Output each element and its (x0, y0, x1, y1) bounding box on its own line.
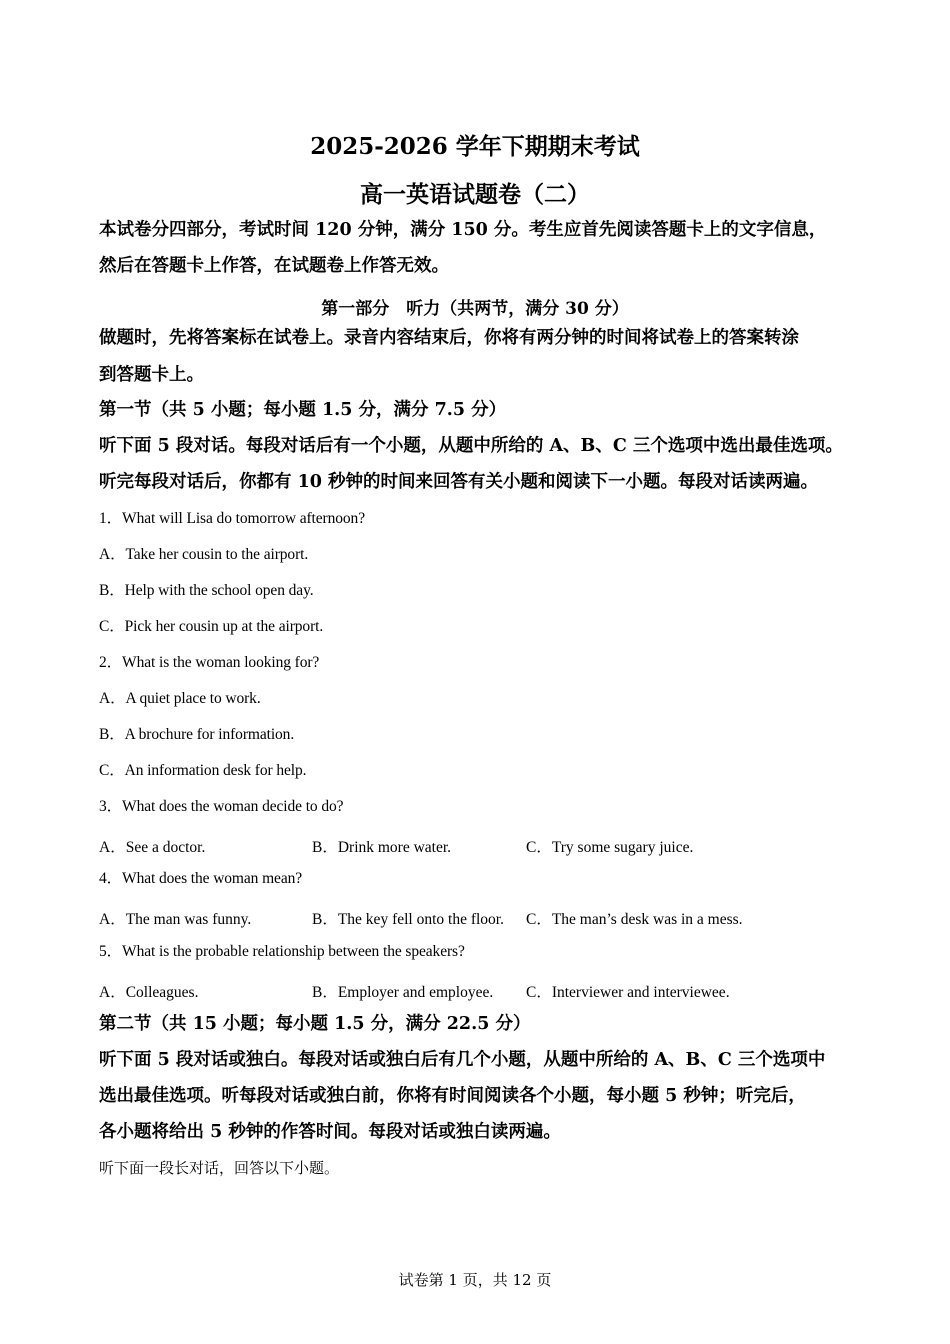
question-1-option-a: A．Take her cousin to the airport. (99, 546, 309, 563)
question-4-option-a: A．The man was funny. (99, 911, 252, 928)
question-3-option-a: A．See a doctor. (99, 839, 206, 856)
question-5-stem: 5．What is the probable relationship between the speakers? (99, 943, 465, 960)
question-3-option-c: C．Try some sugary juice. (526, 839, 694, 856)
section2-instr-line-2: 选出最佳选项。听每段对话或独白前，你将有时间阅读各个小题，每小题 5 秒钟；听完后， (99, 1086, 806, 1106)
intro-line-2: 然后在答题卡上作答，在试题卷上作答无效。 (99, 256, 449, 276)
section1-instr-line-1: 听下面 5 段对话。每段对话后有一个小题，从题中所给的 A、B、C 三个选项中选出最佳选项。 (99, 436, 843, 456)
section1-heading: 第一节（共 5 小题；每小题 1.5 分，满分 7.5 分） (99, 400, 507, 420)
section2-instr-line-3: 各小题将给出 5 秒钟的作答时间。每段对话或独白读两遍。 (99, 1122, 561, 1142)
question-1-stem: 1．What will Lisa do tomorrow afternoon? (99, 510, 365, 527)
page-footer: 试卷第 1 页，共 12 页 (398, 1271, 552, 1289)
question-4-option-c: C．The man’s desk was in a mess. (526, 911, 743, 928)
section2-note: 听下面一段长对话，回答以下小题。 (99, 1159, 340, 1177)
question-2-stem: 2．What is the woman looking for? (99, 654, 320, 671)
question-1-option-c: C．Pick her cousin up at the airport. (99, 618, 324, 635)
exam-title: 2025-2026 学年下期期末考试 (310, 133, 640, 160)
question-5-option-b: B．Employer and employee. (312, 984, 494, 1001)
section1-instr-line-2: 听完每段对话后，你都有 10 秒钟的时间来回答有关小题和阅读下一小题。每段对话读两遍。 (99, 472, 819, 492)
section2-instr-line-1: 听下面 5 段对话或独白。每段对话或独白后有几个小题，从题中所给的 A、B、C 三个选项中 (99, 1050, 826, 1070)
question-2-option-a: A．A quiet place to work. (99, 690, 261, 707)
intro-line-1: 本试卷分四部分，考试时间 120 分钟，满分 150 分。考生应首先阅读答题卡上的文字信息， (99, 220, 827, 240)
question-2-option-c: C．An information desk for help. (99, 762, 307, 779)
question-1-option-b: B．Help with the school open day. (99, 582, 314, 599)
exam-subtitle: 高一英语试题卷（二） (360, 181, 590, 208)
question-2-option-b: B．A brochure for information. (99, 726, 295, 743)
question-5-option-c: C．Interviewer and interviewee. (526, 984, 730, 1001)
question-4-stem: 4．What does the woman mean? (99, 870, 303, 887)
question-3-option-b: B．Drink more water. (312, 839, 452, 856)
part1-instr-line-2: 到答题卡上。 (99, 365, 204, 385)
question-3-stem: 3．What does the woman decide to do? (99, 798, 344, 815)
part1-heading: 第一部分 听力（共两节，满分 30 分） (321, 299, 629, 319)
section2-heading: 第二节（共 15 小题；每小题 1.5 分，满分 22.5 分） (99, 1014, 531, 1034)
question-4-option-b: B．The key fell onto the floor. (312, 911, 504, 928)
part1-instr-line-1: 做题时，先将答案标在试卷上。录音内容结束后，你将有两分钟的时间将试卷上的答案转涂 (99, 328, 799, 348)
question-5-option-a: A．Colleagues. (99, 984, 199, 1001)
